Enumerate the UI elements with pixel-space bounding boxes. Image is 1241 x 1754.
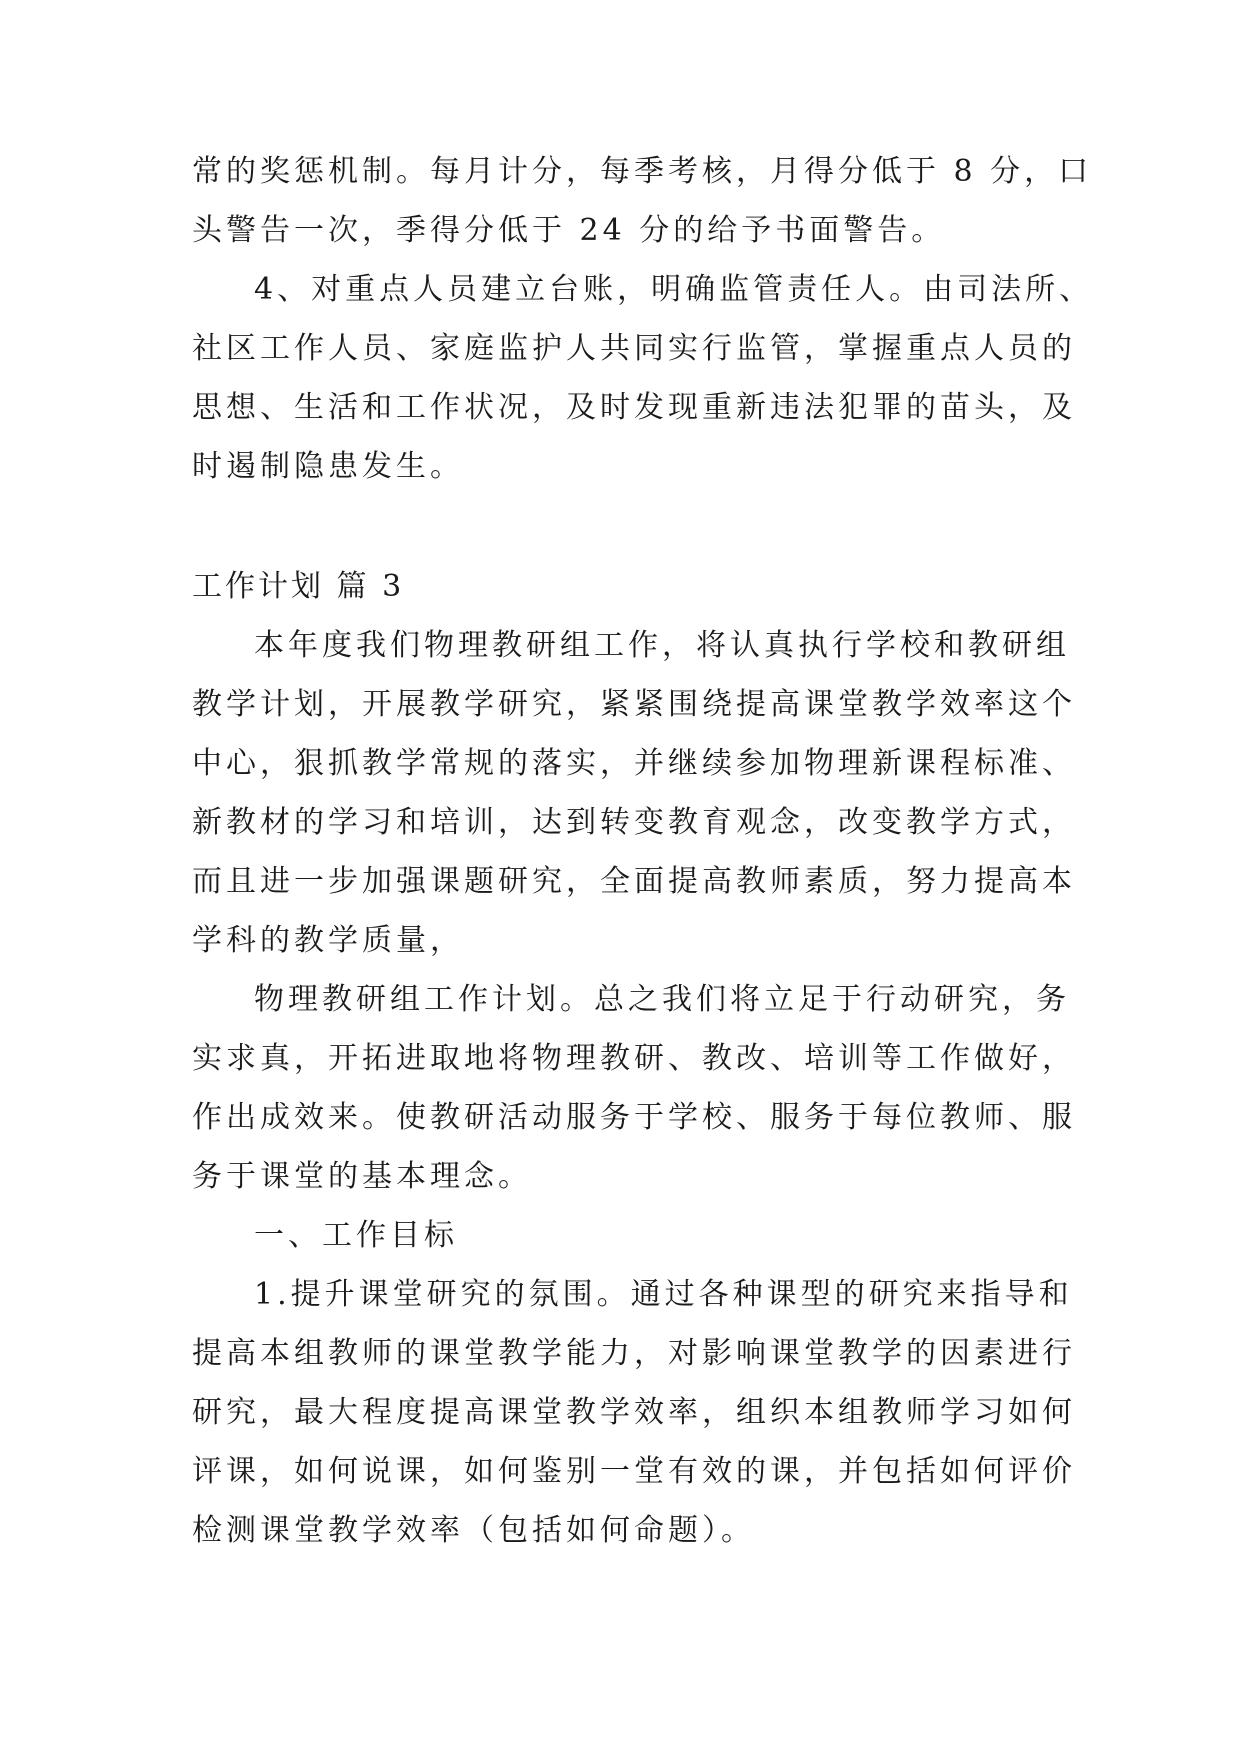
text-line: 而且进一步加强课题研究，全面提高教师素质，努力提高本 [192,864,1076,899]
text-line: 社区工作人员、家庭监护人共同实行监管，掌握重点人员的 [192,331,1076,366]
text-line: 时遏制隐患发生。 [192,449,464,484]
text-line: 1.提升课堂研究的氛围。通过各种课型的研究来指导和 [254,1277,1073,1312]
text-line: 本年度我们物理教研组工作，将认真执行学校和教研组 [254,628,1070,663]
text-line: 检测课堂教学效率（包括如何命题）。 [192,1513,755,1548]
text-line: 物理教研组工作计划。总之我们将立足于行动研究，务 [254,982,1070,1017]
subsection-heading: 一、工作目标 [254,1218,458,1253]
text-line: 中心，狠抓教学常规的落实，并继续参加物理新课程标准、 [192,746,1076,781]
section-heading: 工作计划 篇 3 [192,569,405,604]
text-line: 思想、生活和工作状况，及时发现重新违法犯罪的苗头，及 [192,390,1076,425]
text-line: 作出成效来。使教研活动服务于学校、服务于每位教师、服 [192,1100,1076,1135]
text-line: 实求真，开拓进取地将物理教研、教改、培训等工作做好， [192,1041,1076,1076]
text-line: 头警告一次，季得分低于 24 分的给予书面警告。 [192,213,946,248]
text-line: 新教材的学习和培训，达到转变教育观念，改变教学方式， [192,805,1076,840]
text-line: 评课，如何说课，如何鉴别一堂有效的课，并包括如何评价 [192,1454,1076,1489]
text-line: 4、对重点人员建立台账，明确监管责任人。由司法所、 [254,272,1094,307]
text-line: 教学计划，开展教学研究，紧紧围绕提高课堂教学效率这个 [192,687,1076,722]
text-line: 提高本组教师的课堂教学能力，对影响课堂教学的因素进行 [192,1336,1076,1371]
text-line: 务于课堂的基本理念。 [192,1159,532,1194]
text-line: 研究，最大程度提高课堂教学效率，组织本组教师学习如何 [192,1395,1076,1430]
text-line: 常的奖惩机制。每月计分，每季考核，月得分低于 8 分，口 [192,154,1093,189]
text-line: 学科的教学质量， [192,923,464,958]
